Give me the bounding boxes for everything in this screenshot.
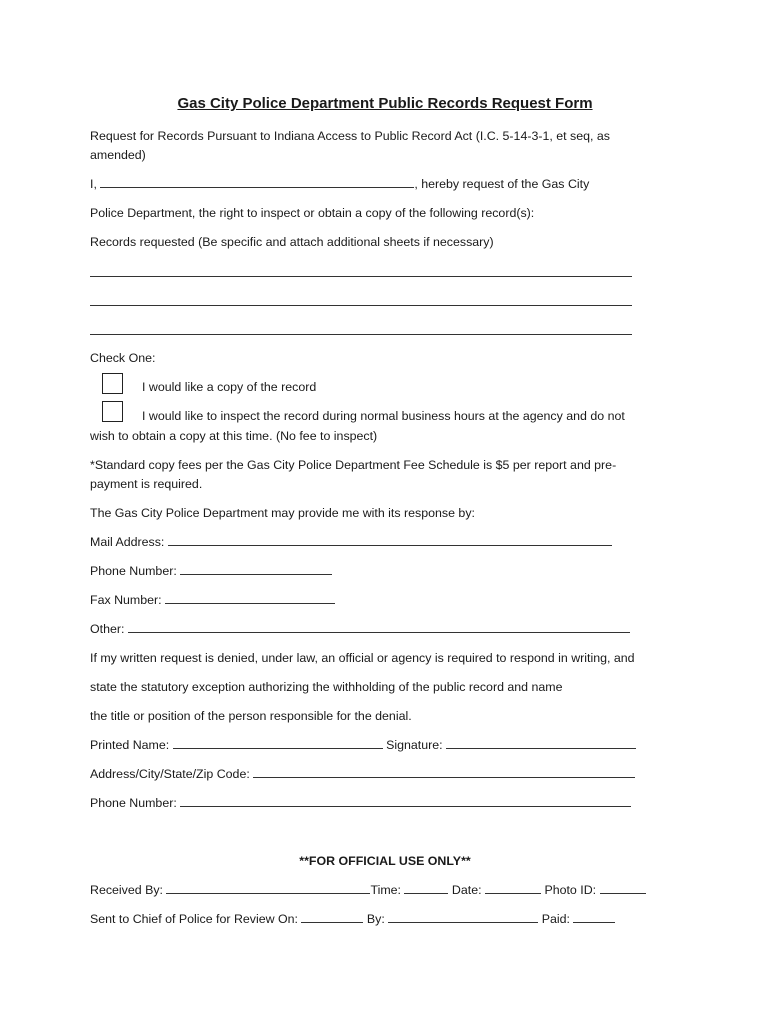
printed-name-label: Printed Name: bbox=[90, 738, 170, 752]
paid-field[interactable] bbox=[573, 911, 615, 923]
date-label: Date: bbox=[451, 883, 482, 897]
requester-line bbox=[90, 176, 589, 192]
i-suffix: , hereby request of the Gas City bbox=[414, 177, 590, 191]
sent-chief-date-field[interactable] bbox=[301, 911, 363, 923]
mail-address-row bbox=[90, 534, 612, 550]
official-use-heading: **FOR OFFICIAL USE ONLY** bbox=[299, 854, 471, 868]
photo-id-field[interactable] bbox=[600, 882, 646, 894]
inspect-checkbox[interactable] bbox=[102, 401, 123, 422]
phone-number-row bbox=[90, 563, 332, 579]
records-requested-label: Records requested (Be specific and attach additional sheets if necessary) bbox=[90, 235, 494, 249]
fee-note-line-2: payment is required. bbox=[90, 477, 203, 491]
signature-field[interactable] bbox=[446, 737, 636, 749]
form-title: Gas City Police Department Public Records Request Form bbox=[177, 95, 593, 112]
address-label: Address/City/State/Zip Code: bbox=[90, 767, 250, 781]
police-dept-line: Police Department, the right to inspect or obtain a copy of the following record(s): bbox=[90, 206, 535, 220]
option-inspect-line-1: I would like to inspect the record during normal business hours at the agency and do not bbox=[142, 409, 625, 423]
option-copy-label: I would like a copy of the record bbox=[142, 380, 317, 394]
check-one-label: Check One: bbox=[90, 351, 156, 365]
received-by-field[interactable] bbox=[166, 882, 370, 894]
phone-number-label-2: Phone Number: bbox=[90, 796, 177, 810]
other-label: Other: bbox=[90, 622, 125, 636]
received-by-row bbox=[90, 882, 646, 898]
sent-chief-row bbox=[90, 911, 615, 927]
address-field[interactable] bbox=[253, 766, 635, 778]
records-blank-3[interactable] bbox=[90, 334, 632, 335]
other-field[interactable] bbox=[128, 621, 630, 633]
intro-text-line-2: amended) bbox=[90, 148, 146, 162]
printed-name-field[interactable] bbox=[173, 737, 383, 749]
denial-text-line-3: the title or position of the person responsible for the denial. bbox=[90, 709, 412, 723]
address-row bbox=[90, 766, 635, 782]
signature-label: Signature: bbox=[386, 738, 443, 752]
phone-number-field[interactable] bbox=[180, 563, 332, 575]
fax-number-row bbox=[90, 592, 335, 608]
time-field[interactable] bbox=[404, 882, 448, 894]
by-field[interactable] bbox=[388, 911, 538, 923]
fee-note-line-1: *Standard copy fees per the Gas City Police Department Fee Schedule is $5 per report and pre- bbox=[90, 458, 617, 472]
response-by-label: The Gas City Police Department may provide me with its response by: bbox=[90, 506, 475, 520]
option-inspect-line-2: wish to obtain a copy at this time. (No fee to inspect) bbox=[90, 429, 378, 443]
requester-name-field[interactable] bbox=[100, 176, 414, 188]
sent-chief-label: Sent to Chief of Police for Review On: bbox=[90, 912, 298, 926]
paid-label: Paid: bbox=[541, 912, 570, 926]
by-label: By: bbox=[366, 912, 385, 926]
copy-checkbox[interactable] bbox=[102, 373, 123, 394]
denial-text-line-2: state the statutory exception authorizing the withholding of the public record and name bbox=[90, 680, 563, 694]
fax-number-label: Fax Number: bbox=[90, 593, 162, 607]
denial-text-line-1: If my written request is denied, under law, an official or agency is required to respond in writing, and bbox=[90, 651, 635, 665]
records-blank-2[interactable] bbox=[90, 305, 632, 306]
photo-id-label: Photo ID: bbox=[544, 883, 597, 897]
printed-name-row bbox=[90, 737, 636, 753]
phone-number-field-2[interactable] bbox=[180, 795, 631, 807]
received-by-label: Received By: bbox=[90, 883, 164, 897]
other-row bbox=[90, 621, 630, 637]
records-blank-1[interactable] bbox=[90, 276, 632, 277]
i-prefix: I, bbox=[90, 177, 97, 191]
fax-number-field[interactable] bbox=[165, 592, 335, 604]
intro-text-line-1: Request for Records Pursuant to Indiana Access to Public Record Act (I.C. 5-14-3-1, et seq, as bbox=[90, 129, 610, 143]
mail-address-field[interactable] bbox=[168, 534, 612, 546]
phone-number-label: Phone Number: bbox=[90, 564, 177, 578]
mail-address-label: Mail Address: bbox=[90, 535, 165, 549]
phone-number-row-2 bbox=[90, 795, 631, 811]
time-label: Time: bbox=[370, 883, 401, 897]
date-field[interactable] bbox=[485, 882, 541, 894]
